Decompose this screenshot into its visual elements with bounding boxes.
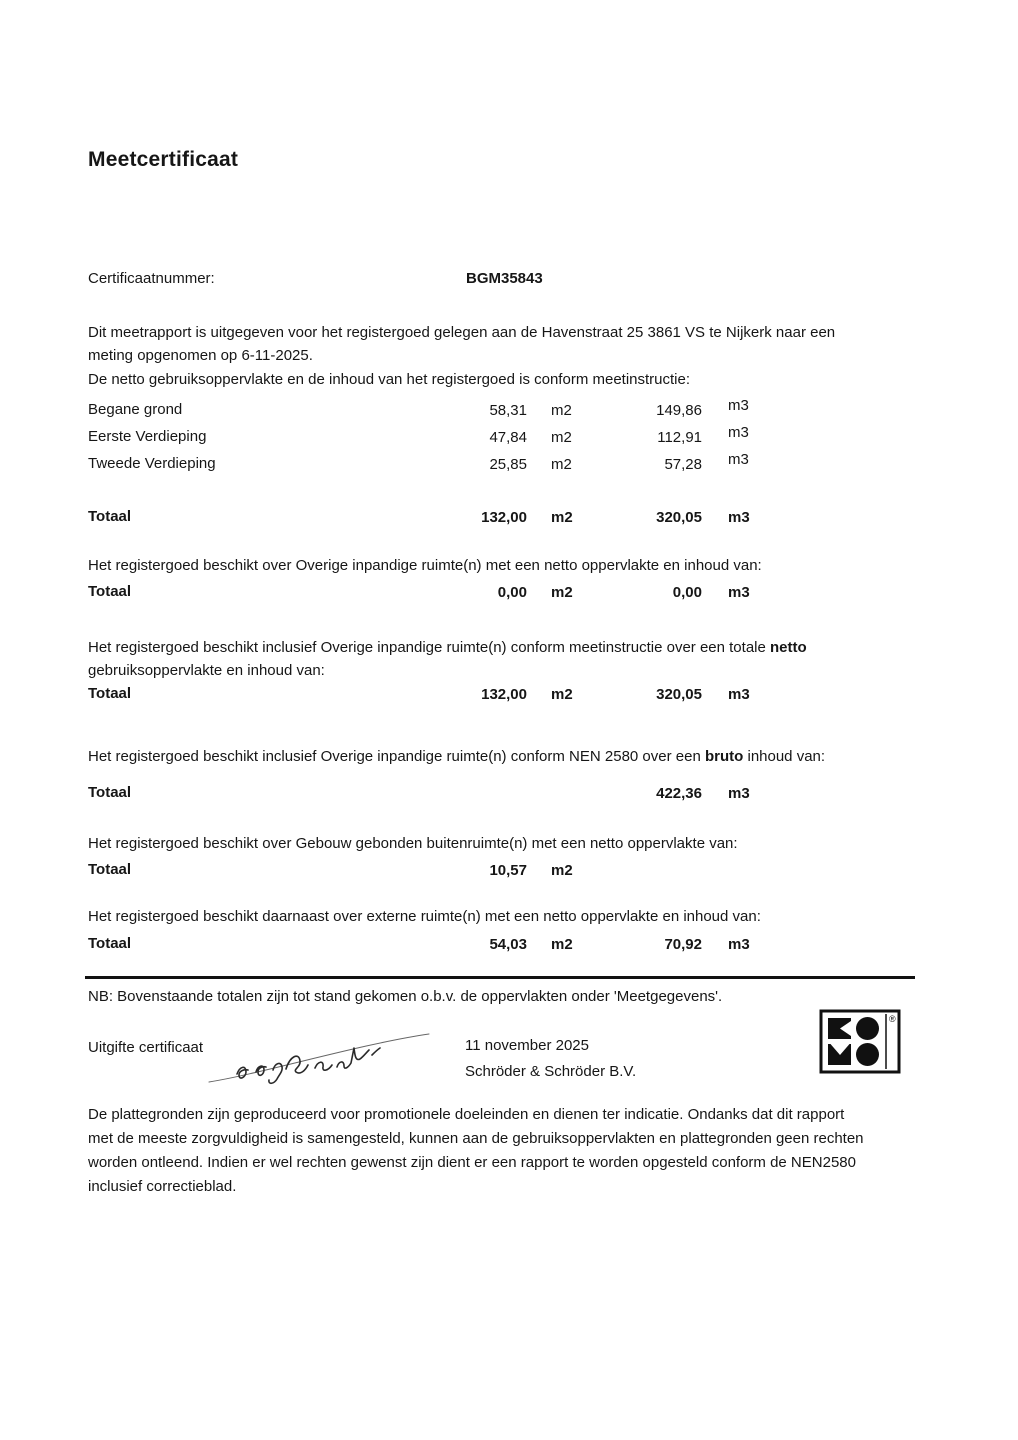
- table-row: [0, 397, 1018, 421]
- area-value: 58,31: [489, 402, 527, 419]
- issue-date: 11 november 2025: [465, 1037, 589, 1054]
- area-unit: m2: [551, 429, 572, 446]
- section-heading: Het registergoed beschikt daarnaast over externe ruimte(n) met een netto oppervlakte en inhoud van:: [88, 908, 761, 925]
- volume-unit: m3: [728, 584, 750, 601]
- area-value: 0,00: [497, 584, 527, 601]
- divider-rule: [85, 976, 915, 979]
- table-row: [0, 424, 1018, 448]
- area-unit: m2: [551, 509, 573, 526]
- page-title: Meetcertificaat: [88, 148, 239, 171]
- volume-value: 70,92: [664, 936, 702, 953]
- row-label: Totaal: [88, 508, 132, 525]
- registered-mark: ®: [889, 1014, 896, 1024]
- volume-unit: m3: [728, 686, 750, 703]
- area-value: 132,00: [481, 509, 527, 526]
- area-unit: m2: [551, 456, 572, 473]
- certificate-number-label: Certificaatnummer:: [88, 270, 215, 287]
- area-unit: m2: [551, 936, 573, 953]
- volume-unit: m3: [728, 509, 750, 526]
- row-label: Tweede Verdieping: [88, 455, 216, 472]
- area-unit: m2: [551, 686, 573, 703]
- area-unit: m2: [551, 862, 573, 879]
- total-row: [0, 583, 1018, 603]
- area-value: 47,84: [489, 429, 527, 446]
- section-heading: Het registergoed beschikt inclusief Overige inpandige ruimte(n) conform NEN 2580 over een bruto inhoud van:: [88, 748, 826, 765]
- volume-unit: m3: [728, 424, 749, 441]
- issue-label: Uitgifte certificaat: [88, 1039, 204, 1056]
- area-unit: m2: [551, 402, 572, 419]
- row-label: Totaal: [88, 935, 132, 952]
- volume-value: 0,00: [672, 584, 702, 601]
- table-row: [0, 451, 1018, 475]
- row-label: Totaal: [88, 861, 132, 878]
- area-value: 25,85: [489, 456, 527, 473]
- volume-value: 320,05: [656, 686, 702, 703]
- volume-value: 112,91: [657, 429, 702, 446]
- row-label: Begane grond: [88, 401, 183, 418]
- section-heading: Het registergoed beschikt over Overige inpandige ruimte(n) met een netto oppervlakte en inhoud van:: [88, 557, 762, 574]
- area-value: 54,03: [489, 936, 527, 953]
- komo-logo: [819, 1009, 903, 1079]
- disclaimer: De plattegronden zijn geproduceerd voor promotionele doeleinden en dienen ter indicatie. Ondanks dat dit rapport met de meeste zorgvuldigheid is samengesteld, kunnen aan de gebruiksoppervlakten en plattegronden geen rechten worden ontleend. Indien er wel rechten gewenst zijn dient er een rapport te worden opgesteld conform de NEN2580 inclusief correctieblad.: [88, 1106, 864, 1195]
- signature-image: [205, 1028, 433, 1094]
- volume-value: 320,05: [656, 509, 702, 526]
- row-label: Totaal: [88, 685, 132, 702]
- nb-note: NB: Bovenstaande totalen zijn tot stand gekomen o.b.v. de oppervlakten onder 'Meetgegevens'.: [88, 988, 723, 1005]
- total-row: [0, 685, 1018, 705]
- volume-unit: m3: [728, 785, 750, 802]
- intro-paragraph: Dit meetrapport is uitgegeven voor het registergoed gelegen aan de Havenstraat 25 3861 VS te Nijkerk naar een meting opgenomen op 6-11-2025.: [88, 324, 836, 364]
- area-unit: m2: [551, 584, 573, 601]
- total-row: [0, 508, 1018, 528]
- total-row: [0, 861, 1018, 881]
- certificate-number-value: BGM35843: [466, 270, 543, 287]
- area-value: 10,57: [489, 862, 527, 879]
- volume-value: 149,86: [656, 402, 702, 419]
- section-heading: Het registergoed beschikt over Gebouw gebonden buitenruimte(n) met een netto oppervlakte van:: [88, 835, 738, 852]
- volume-value: 57,28: [664, 456, 702, 473]
- area-value: 132,00: [481, 686, 527, 703]
- volume-unit: m3: [728, 936, 750, 953]
- section-heading: Het registergoed beschikt inclusief Overige inpandige ruimte(n) conform meetinstructie over een totale netto gebruiksoppervlakte en inhoud van:: [88, 639, 807, 679]
- volume-value: 422,36: [656, 785, 702, 802]
- issue-company: Schröder & Schröder B.V.: [465, 1063, 637, 1080]
- volume-unit: m3: [728, 397, 749, 414]
- row-label: Totaal: [88, 583, 132, 600]
- total-row: [0, 935, 1018, 955]
- row-label: Totaal: [88, 784, 132, 801]
- conform-line: De netto gebruiksoppervlakte en de inhoud van het registergoed is conform meetinstructie:: [88, 371, 691, 388]
- row-label: Eerste Verdieping: [88, 428, 207, 445]
- total-row: [0, 784, 1018, 804]
- volume-unit: m3: [728, 451, 749, 468]
